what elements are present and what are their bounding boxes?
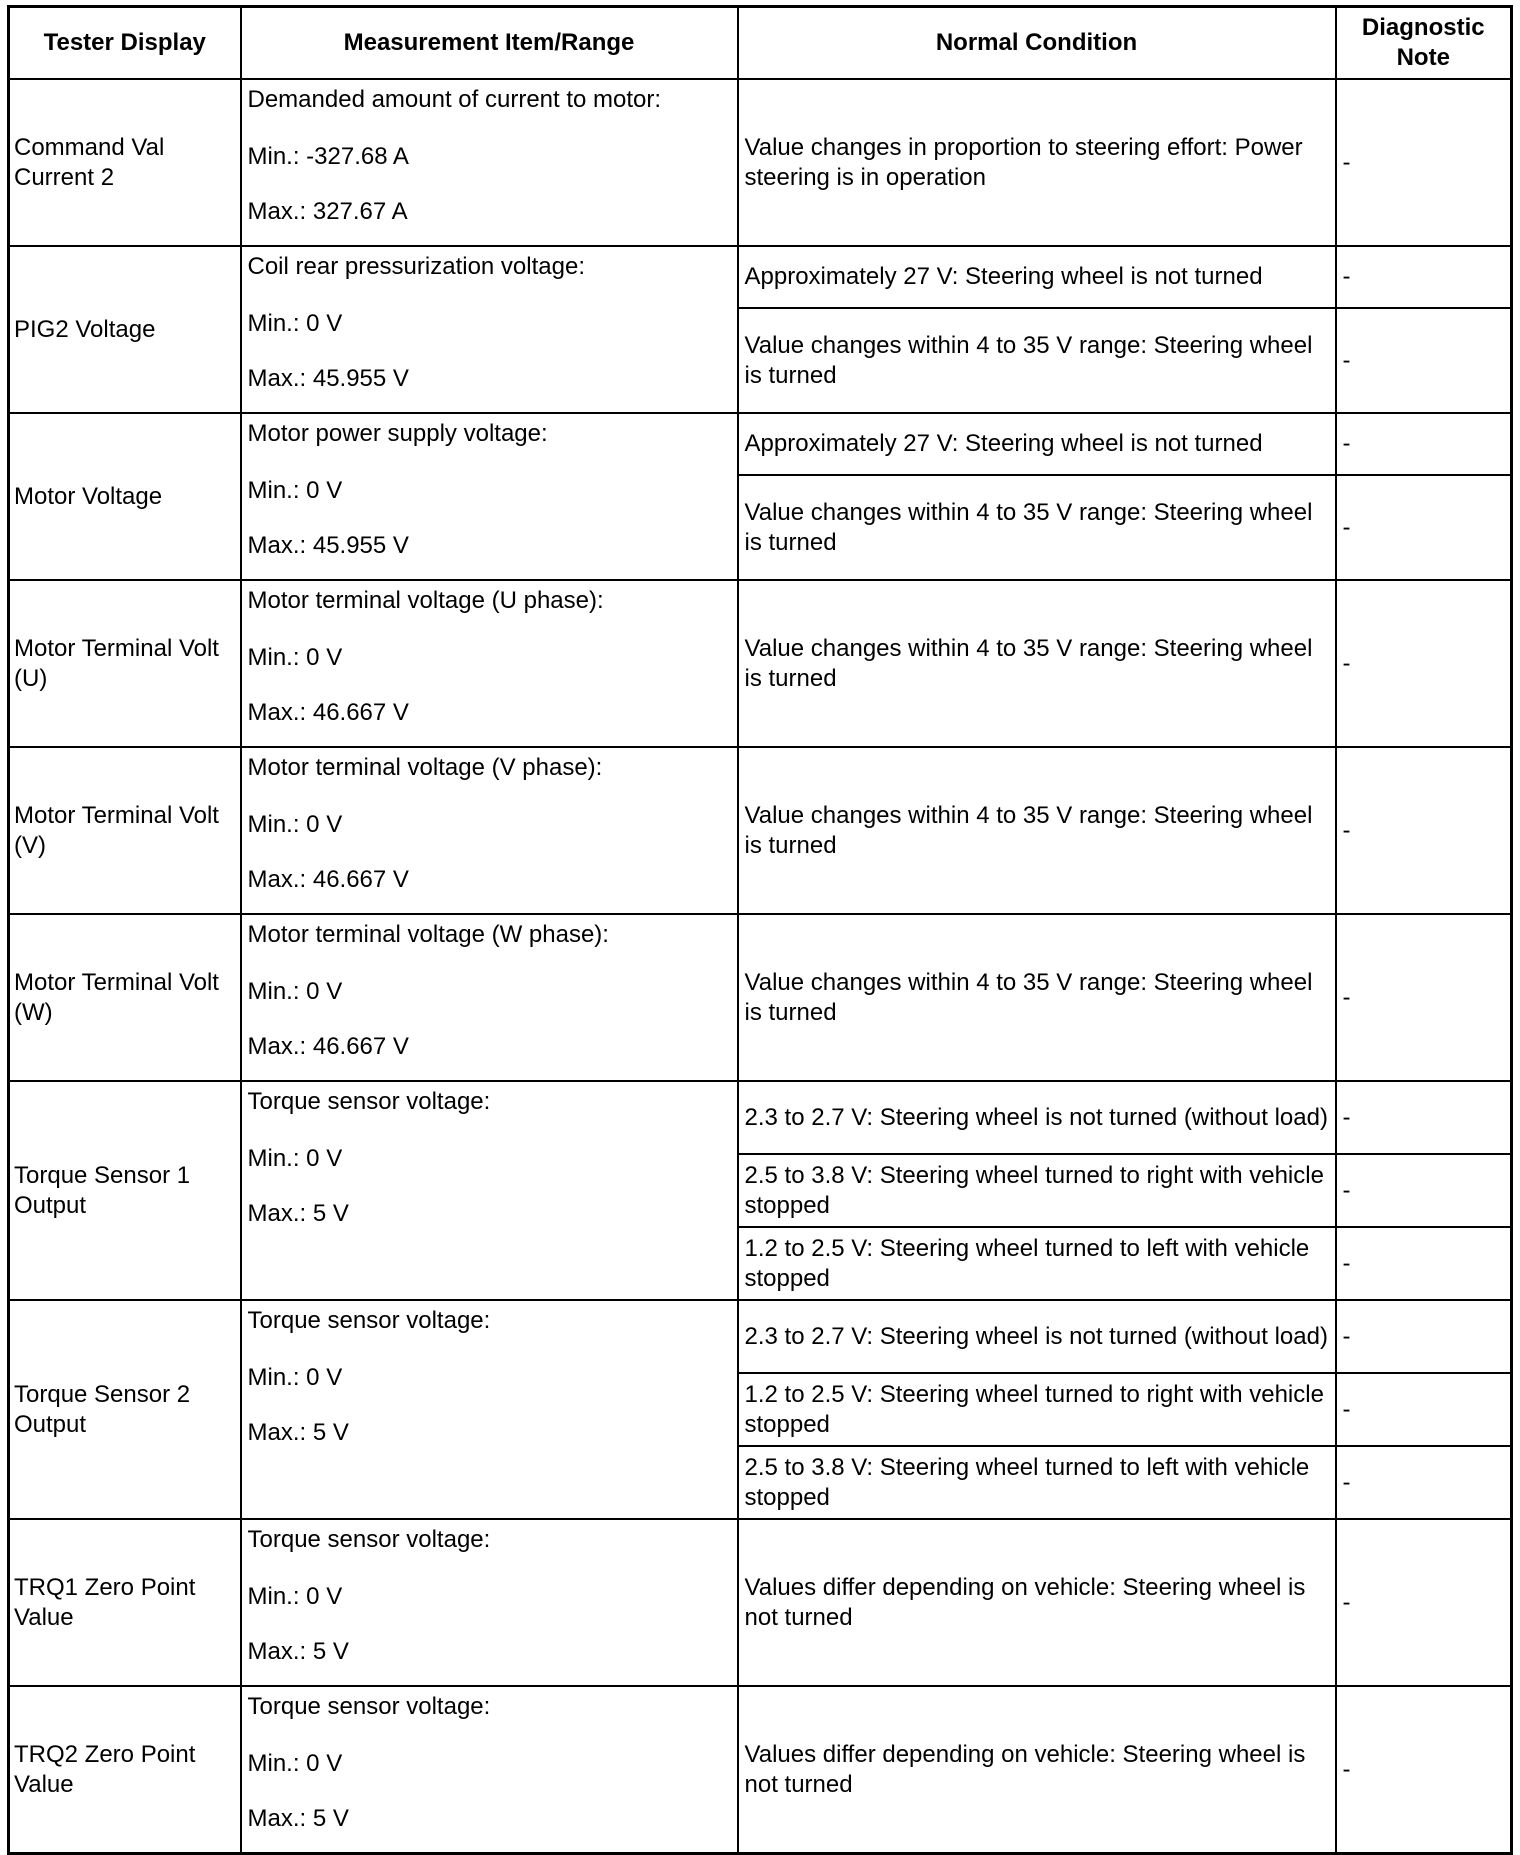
measurement-max: Max.: 45.955 V (247, 365, 409, 392)
diagnostic-note-cell: - (1336, 1081, 1512, 1154)
measurement-item: Demanded amount of current to motor: (247, 86, 662, 113)
measurement-max: Max.: 5 V (247, 1200, 349, 1227)
measurement-item: Motor terminal voltage (W phase): (247, 921, 609, 948)
diagnostic-note-cell: - (1336, 246, 1512, 308)
header-measurement: Measurement Item/Range (241, 7, 738, 80)
measurement-min: Min.: 0 V (247, 1750, 343, 1777)
table-body (9, 79, 1512, 1854)
measurement-max: Max.: 5 V (247, 1638, 349, 1665)
normal-condition-cell: Value changes within 4 to 35 V range: Steering wheel is turned (738, 580, 1336, 747)
measurement-cell (241, 1686, 738, 1854)
table-row (9, 580, 1512, 747)
measurement-cell (241, 1081, 738, 1300)
measurement-min: Min.: 0 V (247, 1145, 343, 1172)
measurement-item: Torque sensor voltage: (247, 1526, 491, 1553)
normal-condition-cell: Values differ depending on vehicle: Steering wheel is not turned (738, 1519, 1336, 1686)
diagnostic-note-cell: - (1336, 413, 1512, 475)
diagnostic-note-cell: - (1336, 914, 1512, 1081)
table-row (9, 1081, 1512, 1154)
measurement-max: Max.: 46.667 V (247, 866, 409, 893)
normal-condition-cell: 2.3 to 2.7 V: Steering wheel is not turned (without load) (738, 1081, 1336, 1154)
measurement-max: Max.: 5 V (247, 1419, 349, 1446)
diagnostic-note-cell: - (1336, 475, 1512, 580)
normal-condition-cell: Value changes within 4 to 35 V range: Steering wheel is turned (738, 747, 1336, 914)
measurement-cell (241, 914, 738, 1081)
measurement-item: Torque sensor voltage: (247, 1693, 491, 1720)
measurement-min: Min.: -327.68 A (247, 143, 409, 170)
measurement-item: Motor power supply voltage: (247, 420, 548, 447)
normal-condition-cell: Approximately 27 V: Steering wheel is not turned (738, 413, 1336, 475)
table-row (9, 413, 1512, 475)
table-row (9, 914, 1512, 1081)
diagnostic-note-cell: - (1336, 1227, 1512, 1300)
normal-condition-cell: 1.2 to 2.5 V: Steering wheel turned to right with vehicle stopped (738, 1373, 1336, 1446)
header-normal-condition: Normal Condition (738, 7, 1336, 80)
measurement-item: Coil rear pressurization voltage: (247, 253, 585, 280)
tester-display-cell: TRQ1 Zero Point Value (9, 1519, 241, 1686)
measurement-min: Min.: 0 V (247, 310, 343, 337)
table-row (9, 1519, 1512, 1686)
diagnostic-note-cell: - (1336, 1300, 1512, 1373)
table-row (9, 747, 1512, 914)
measurement-cell (241, 246, 738, 413)
normal-condition-cell: Approximately 27 V: Steering wheel is not turned (738, 246, 1336, 308)
normal-condition-cell: Value changes within 4 to 35 V range: Steering wheel is turned (738, 308, 1336, 413)
diagnostic-note-cell: - (1336, 580, 1512, 747)
table-row (9, 1300, 1512, 1373)
normal-condition-cell: 2.3 to 2.7 V: Steering wheel is not turned (without load) (738, 1300, 1336, 1373)
tester-display-cell: Motor Terminal Volt (V) (9, 747, 241, 914)
diagnostic-note-cell: - (1336, 1446, 1512, 1519)
diagnostic-note-cell: - (1336, 1373, 1512, 1446)
measurement-item: Motor terminal voltage (U phase): (247, 587, 604, 614)
tester-display-cell: Motor Terminal Volt (W) (9, 914, 241, 1081)
tester-display-cell: Command Val Current 2 (9, 79, 241, 246)
measurement-item: Motor terminal voltage (V phase): (247, 754, 603, 781)
diagnostic-note-cell: - (1336, 747, 1512, 914)
measurement-min: Min.: 0 V (247, 477, 343, 504)
header-row (9, 7, 1512, 80)
measurement-cell (241, 580, 738, 747)
measurement-max: Max.: 5 V (247, 1805, 349, 1832)
header-tester-display: Tester Display (9, 7, 241, 80)
measurement-cell (241, 1519, 738, 1686)
diagnostic-note-cell: - (1336, 1519, 1512, 1686)
normal-condition-cell: 1.2 to 2.5 V: Steering wheel turned to left with vehicle stopped (738, 1227, 1336, 1300)
measurement-cell (241, 413, 738, 580)
normal-condition-cell: Value changes within 4 to 35 V range: Steering wheel is turned (738, 914, 1336, 1081)
measurement-cell (241, 1300, 738, 1519)
header-diagnostic-note: Diagnostic Note (1336, 7, 1512, 80)
measurement-item: Torque sensor voltage: (247, 1088, 491, 1115)
measurement-min: Min.: 0 V (247, 1583, 343, 1610)
tester-display-cell: TRQ2 Zero Point Value (9, 1686, 241, 1854)
table-row (9, 79, 1512, 246)
tester-display-cell: Motor Terminal Volt (U) (9, 580, 241, 747)
data-list-table (7, 5, 1513, 1855)
measurement-cell (241, 747, 738, 914)
normal-condition-cell: 2.5 to 3.8 V: Steering wheel turned to right with vehicle stopped (738, 1154, 1336, 1227)
tester-display-cell: Torque Sensor 1 Output (9, 1081, 241, 1300)
measurement-min: Min.: 0 V (247, 978, 343, 1005)
tester-display-cell: PIG2 Voltage (9, 246, 241, 413)
normal-condition-cell: Value changes in proportion to steering effort: Power steering is in operation (738, 79, 1336, 246)
measurement-max: Max.: 46.667 V (247, 1033, 409, 1060)
diagnostic-note-cell: - (1336, 1686, 1512, 1854)
data-list-page (7, 5, 1513, 1855)
measurement-max: Max.: 327.67 A (247, 198, 408, 225)
measurement-min: Min.: 0 V (247, 644, 343, 671)
normal-condition-cell: Values differ depending on vehicle: Steering wheel is not turned (738, 1686, 1336, 1854)
diagnostic-note-cell: - (1336, 1154, 1512, 1227)
table-row (9, 1686, 1512, 1854)
measurement-max: Max.: 46.667 V (247, 699, 409, 726)
diagnostic-note-cell: - (1336, 79, 1512, 246)
measurement-cell (241, 79, 738, 246)
diagnostic-note-cell: - (1336, 308, 1512, 413)
measurement-item: Torque sensor voltage: (247, 1307, 491, 1334)
normal-condition-cell: 2.5 to 3.8 V: Steering wheel turned to left with vehicle stopped (738, 1446, 1336, 1519)
normal-condition-cell: Value changes within 4 to 35 V range: Steering wheel is turned (738, 475, 1336, 580)
tester-display-cell: Torque Sensor 2 Output (9, 1300, 241, 1519)
measurement-max: Max.: 45.955 V (247, 532, 409, 559)
measurement-min: Min.: 0 V (247, 811, 343, 838)
tester-display-cell: Motor Voltage (9, 413, 241, 580)
table-row (9, 246, 1512, 308)
measurement-min: Min.: 0 V (247, 1364, 343, 1391)
